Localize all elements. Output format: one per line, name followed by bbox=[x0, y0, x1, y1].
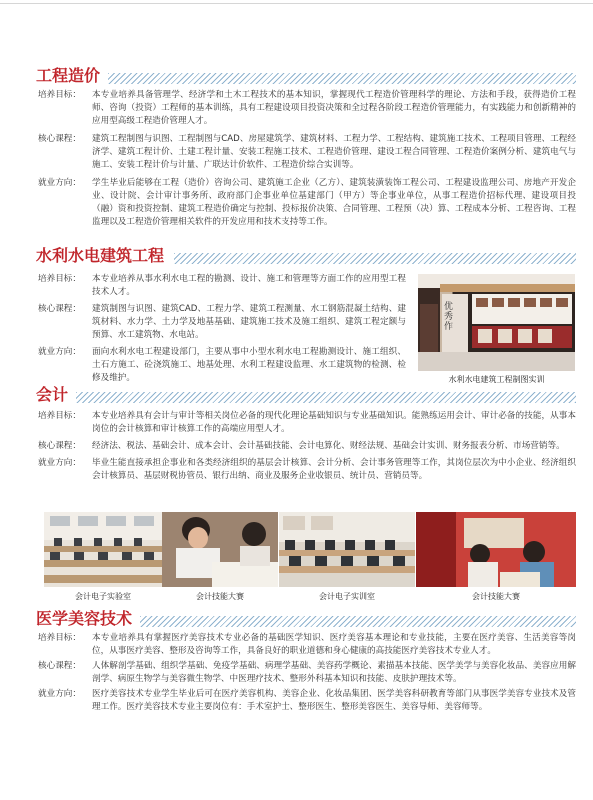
row-label: 培养目标： bbox=[38, 633, 81, 643]
section-header bbox=[36, 66, 576, 88]
row-label: 核心课程： bbox=[38, 441, 81, 451]
title-hatch-decoration bbox=[140, 616, 576, 627]
section-beauty bbox=[36, 609, 576, 714]
section-title: 水利水电建筑工程 bbox=[36, 246, 165, 265]
row-text: 建筑制图与识图、建筑CAD、工程力学、建筑工程测量、水工钢筋混凝土结构、建筑材料、水力学、土力学及地基基础、建筑施工技术及施工组织、建筑工程定额与预算、水工建筑物、水电站。 bbox=[92, 304, 406, 340]
photo-sign-text: 优秀作 bbox=[444, 302, 454, 332]
title-hatch-decoration bbox=[76, 392, 576, 403]
row-label: 培养目标： bbox=[38, 274, 81, 284]
row-text: 学生毕业后能够在工程（造价）咨询公司、建筑施工企业（乙方）、建筑装潢装饰工程公司、工程建设监理公司、房地产开发企业、设计院、会计审计事务所、政府部门企事业单位基建部门（甲方）等企事业单位，从事工程造价招标代理、建设项目投（融）资和投资控制、建筑工程造价确定与控制、投标报价决策、合同管理、工程预（决）算、工程成本分析、工程咨询、工程监理以及工程造价管理相关软件的开发应用和技术支持等工作。 bbox=[92, 178, 576, 227]
row-text: 经济法、税法、基础会计、成本会计、会计基础技能、会计电算化、财经法规、基础会计实训、财务报表分析、市场营销等。 bbox=[92, 441, 565, 451]
accounting-training-room-photo bbox=[279, 512, 415, 587]
title-hatch-decoration bbox=[174, 253, 576, 264]
row-career bbox=[36, 177, 576, 229]
row-career bbox=[36, 346, 406, 385]
section-title: 工程造价 bbox=[36, 66, 101, 85]
accounting-contest-photo-2 bbox=[416, 512, 576, 587]
row-text: 毕业生能直接承担企事业和各类经济组织的基层会计核算、会计分析、会计事务管理等工作，其岗位层次为中小企业、经济组织会计核算员、基层财税协管员、银行出纳、商业及服务企业收银员、统计员、营销员等。 bbox=[92, 458, 576, 481]
row-goal bbox=[36, 632, 576, 658]
section-header bbox=[36, 246, 576, 268]
row-courses bbox=[36, 440, 576, 453]
row-label: 就业方向： bbox=[38, 178, 81, 188]
photo-caption-2: 会计技能大赛 bbox=[196, 592, 244, 601]
row-text: 本专业培养具有掌握医疗美容技术专业必备的基础医学知识、医疗美容基本理论和专业技能，主要在医疗美容、生活美容等岗位，从事医疗美容、整形及咨询等工作，具备良好的职业道德和身心健康的高技能医疗美容技术专业人才。 bbox=[92, 633, 576, 656]
photo-scene bbox=[416, 512, 576, 587]
photo-caption-3: 会计电子实训室 bbox=[319, 592, 375, 601]
row-text: 人体解剖学基础、组织学基础、免疫学基础、病理学基础、美容药学概论、素描基本技能、医学美学与美容化妆品、美容应用解剖学、病原生物学与美容微生物学、中医理疗技术、整形外科基本知识和技能、皮肤护理技术等。 bbox=[92, 661, 576, 684]
row-text: 本专业培养具有会计与审计等相关岗位必备的现代化理论基础知识与专业基础知识。能熟练运用会计、审计必备的技能，从事本岗位的会计核算和审计核算工作的高端应用型人才。 bbox=[92, 411, 576, 434]
row-label: 核心课程： bbox=[38, 661, 81, 671]
row-courses bbox=[36, 660, 576, 686]
row-goal bbox=[36, 273, 406, 299]
section-title: 会计 bbox=[36, 385, 69, 404]
accounting-lab-photo bbox=[44, 512, 162, 587]
photo-scene bbox=[279, 512, 415, 587]
accounting-contest-photo bbox=[162, 512, 278, 587]
section-cost bbox=[36, 66, 576, 229]
hydro-drawing-training-photo bbox=[418, 274, 575, 371]
row-label: 核心课程： bbox=[38, 304, 81, 314]
row-label: 就业方向： bbox=[38, 689, 81, 699]
row-text: 面向水利水电工程建设部门，主要从事中小型水利水电工程勘测设计、施工组织、土石方施工、砼浇筑施工、地基处理、水利工程建设监理、水工建筑物的检测、检修及维护。 bbox=[92, 347, 406, 383]
row-goal bbox=[36, 89, 576, 128]
row-courses bbox=[36, 133, 576, 172]
photo-scene bbox=[418, 274, 575, 371]
row-label: 就业方向： bbox=[38, 347, 81, 357]
row-text: 本专业培养具备管理学、经济学和土木工程技术的基本知识，掌握现代工程造价管理科学的理论、方法和手段，获得造价工程师、咨询（投资）工程师的基本训练，具有工程建设项目投资决策和全过程各阶段工程造价管理能力，有实践能力和创新精神的应用型高级工程造价管理人才。 bbox=[92, 90, 576, 126]
row-career bbox=[36, 688, 576, 714]
section-title: 医学美容技术 bbox=[36, 609, 133, 628]
section-header bbox=[36, 385, 576, 407]
row-career bbox=[36, 457, 576, 483]
row-label: 核心课程： bbox=[38, 134, 81, 144]
row-text: 医疗美容技术专业学生毕业后可在医疗美容机构、美容企业、化妆品集团、医学美容科研教育等部门从事医学美容专业技术及管理工作。医疗美容技术专业主要岗位有：手术室护士、整形医生、整形美容医生、美容导师、美容师等。 bbox=[92, 689, 576, 712]
section-header bbox=[36, 609, 576, 631]
row-label: 就业方向： bbox=[38, 458, 81, 468]
photo-scene bbox=[162, 512, 278, 587]
title-hatch-decoration bbox=[108, 73, 576, 84]
row-goal bbox=[36, 410, 576, 436]
row-text: 本专业培养从事水利水电工程的勘测、设计、施工和管理等方面工作的应用型工程技术人才。 bbox=[92, 274, 406, 297]
hydro-photo-caption: 水利水电建筑工程制图实训 bbox=[448, 375, 545, 384]
top-rule bbox=[0, 3, 593, 4]
row-text: 建筑工程制图与识图、工程制图与CAD、房屋建筑学、建筑材料、工程力学、工程结构、建筑施工技术、工程项目管理、工程经济学、建筑工程计价、土建工程计量、安装工程施工技术、工程造价管理、建设工程合同管理、工程造价案例分析、建筑电气与施工、安装工程计价与计量、广联达计价软件、工程造价综合实训等。 bbox=[92, 134, 576, 170]
row-label: 培养目标： bbox=[38, 90, 81, 100]
section-accounting bbox=[36, 385, 576, 483]
photo-caption-4: 会计技能大赛 bbox=[472, 592, 520, 601]
row-courses bbox=[36, 303, 406, 342]
photo-scene bbox=[44, 512, 162, 587]
photo-caption-1: 会计电子实验室 bbox=[75, 592, 131, 601]
row-label: 培养目标： bbox=[38, 411, 81, 421]
